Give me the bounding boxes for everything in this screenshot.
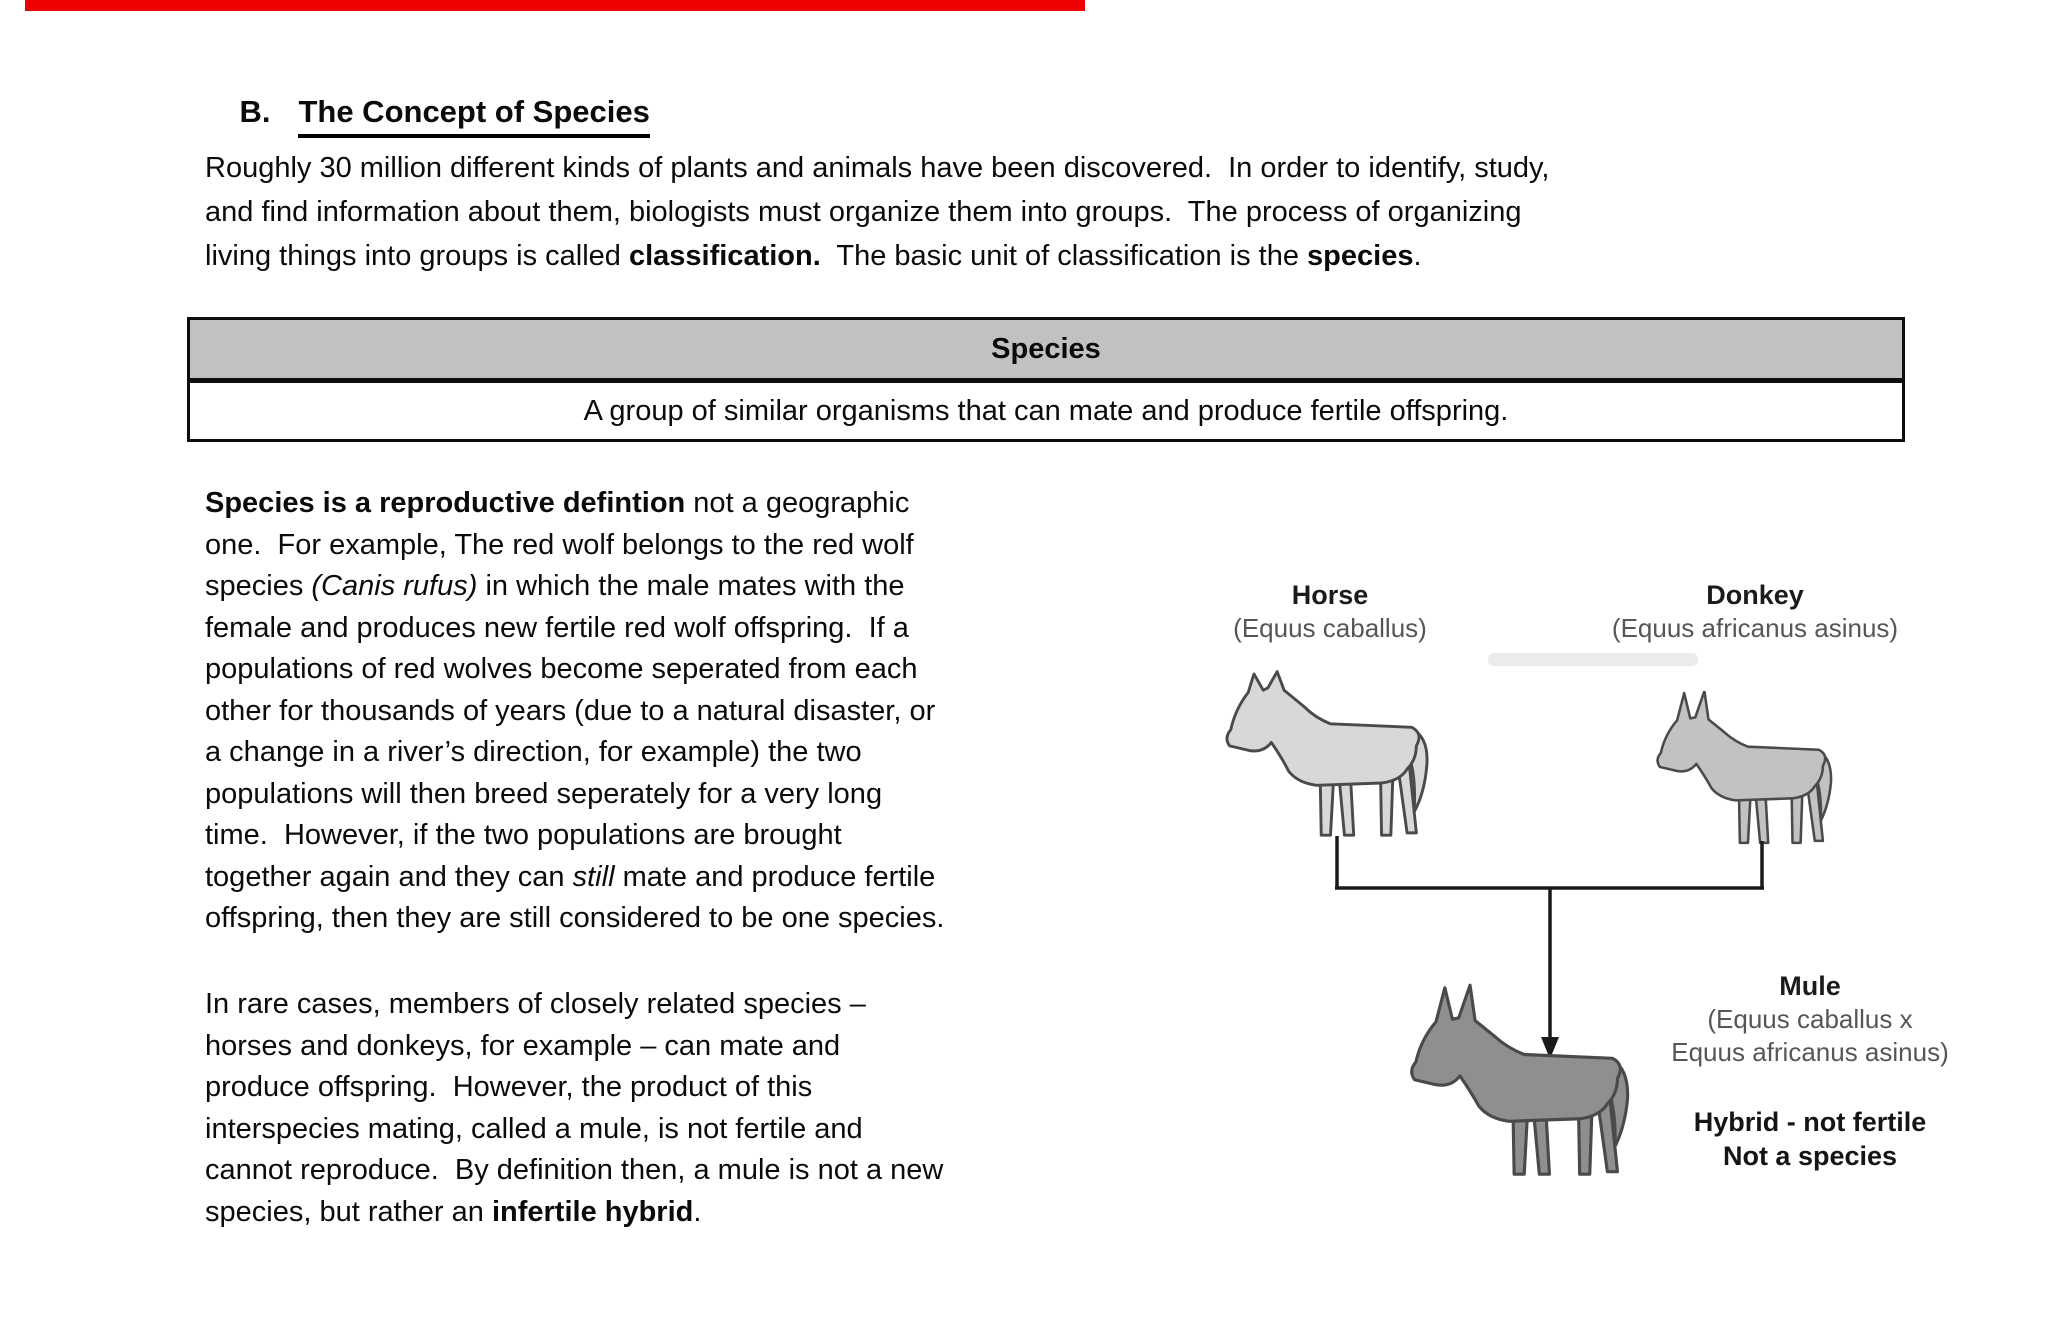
text-line: interspecies mating, called a mule, is not fertile and — [205, 1112, 863, 1145]
table-header-species: Species — [190, 320, 1902, 383]
text-line: populations will then breed seperately for a very long — [205, 777, 883, 810]
text-line: female and produces new fertile red wolf offspring. If a — [205, 611, 909, 644]
text-line: cannot reproduce. By definition then, a mule is not a new — [205, 1154, 944, 1186]
paragraph-mule-hybrid — [205, 984, 943, 1233]
donkey-label — [1575, 579, 1935, 645]
donkey-latin-name: (Equus africanus asinus) — [1611, 613, 1899, 643]
species-definition-table — [187, 317, 1905, 442]
mule-latin-line1: (Equus caballus x — [1707, 1004, 1913, 1034]
section-letter: B. — [239, 94, 271, 129]
text-line: living things into groups is called classification. The basic unit of classification is the species. — [205, 240, 1422, 272]
text-line: species (Canis rufus) in which the male mates with the — [205, 570, 905, 602]
text-line: a change in a river’s direction, for example) the two — [205, 736, 862, 768]
section-title: The Concept of Species — [298, 94, 649, 138]
horse-latin-name: (Equus caballus) — [1233, 613, 1427, 643]
text-line: time. However, if the two populations are brought — [205, 819, 842, 851]
horse-image — [1218, 661, 1450, 847]
intro-paragraph — [205, 146, 1549, 278]
text-line: offspring, then they are still considered to be one species. — [205, 902, 945, 934]
table-definition-text: A group of similar organisms that can mate and produce fertile offspring. — [190, 383, 1902, 439]
horse-name: Horse — [1291, 580, 1369, 610]
donkey-image — [1645, 691, 1857, 853]
mule-latin-line2: Equus africanus asinus) — [1671, 1037, 1949, 1067]
scan-smudge-artifact — [1488, 653, 1698, 666]
text-line: populations of red wolves become seperated from each — [205, 653, 918, 685]
top-red-bar — [25, 0, 1085, 11]
text-line: In rare cases, members of closely related species – — [205, 988, 866, 1020]
donkey-name: Donkey — [1706, 580, 1804, 610]
mule-name: Mule — [1779, 971, 1841, 1001]
text-line: one. For example, The red wolf belongs to the red wolf — [205, 528, 914, 561]
text-line: horses and donkeys, for example – can mate and — [205, 1029, 841, 1062]
text-line: produce offspring. However, the product of this — [205, 1071, 813, 1103]
label-spacer — [1645, 1069, 1975, 1105]
text-line: together again and they can still mate and produce fertile — [205, 860, 936, 893]
mule-label — [1645, 970, 1975, 1173]
text-line: Roughly 30 million different kinds of plants and animals have been discovered. In order to identify, study, — [205, 152, 1550, 184]
text-line: species, but rather an infertile hybrid. — [205, 1195, 702, 1228]
text-line: and find information about them, biologists must organize them into groups. The process of organizing — [205, 196, 1522, 228]
text-line: Species is a reproductive defintion not a geographic — [205, 487, 910, 519]
mule-image — [1402, 977, 1654, 1195]
mule-note-line1: Hybrid - not fertile — [1693, 1107, 1927, 1137]
horse-label — [1195, 579, 1465, 645]
mule-note-line2: Not a species — [1722, 1141, 1898, 1171]
text-line: other for thousands of years (due to a natural disaster, or — [205, 694, 936, 727]
paragraph-species-reproductive — [205, 483, 944, 940]
hybridization-diagram — [1140, 565, 2045, 1255]
